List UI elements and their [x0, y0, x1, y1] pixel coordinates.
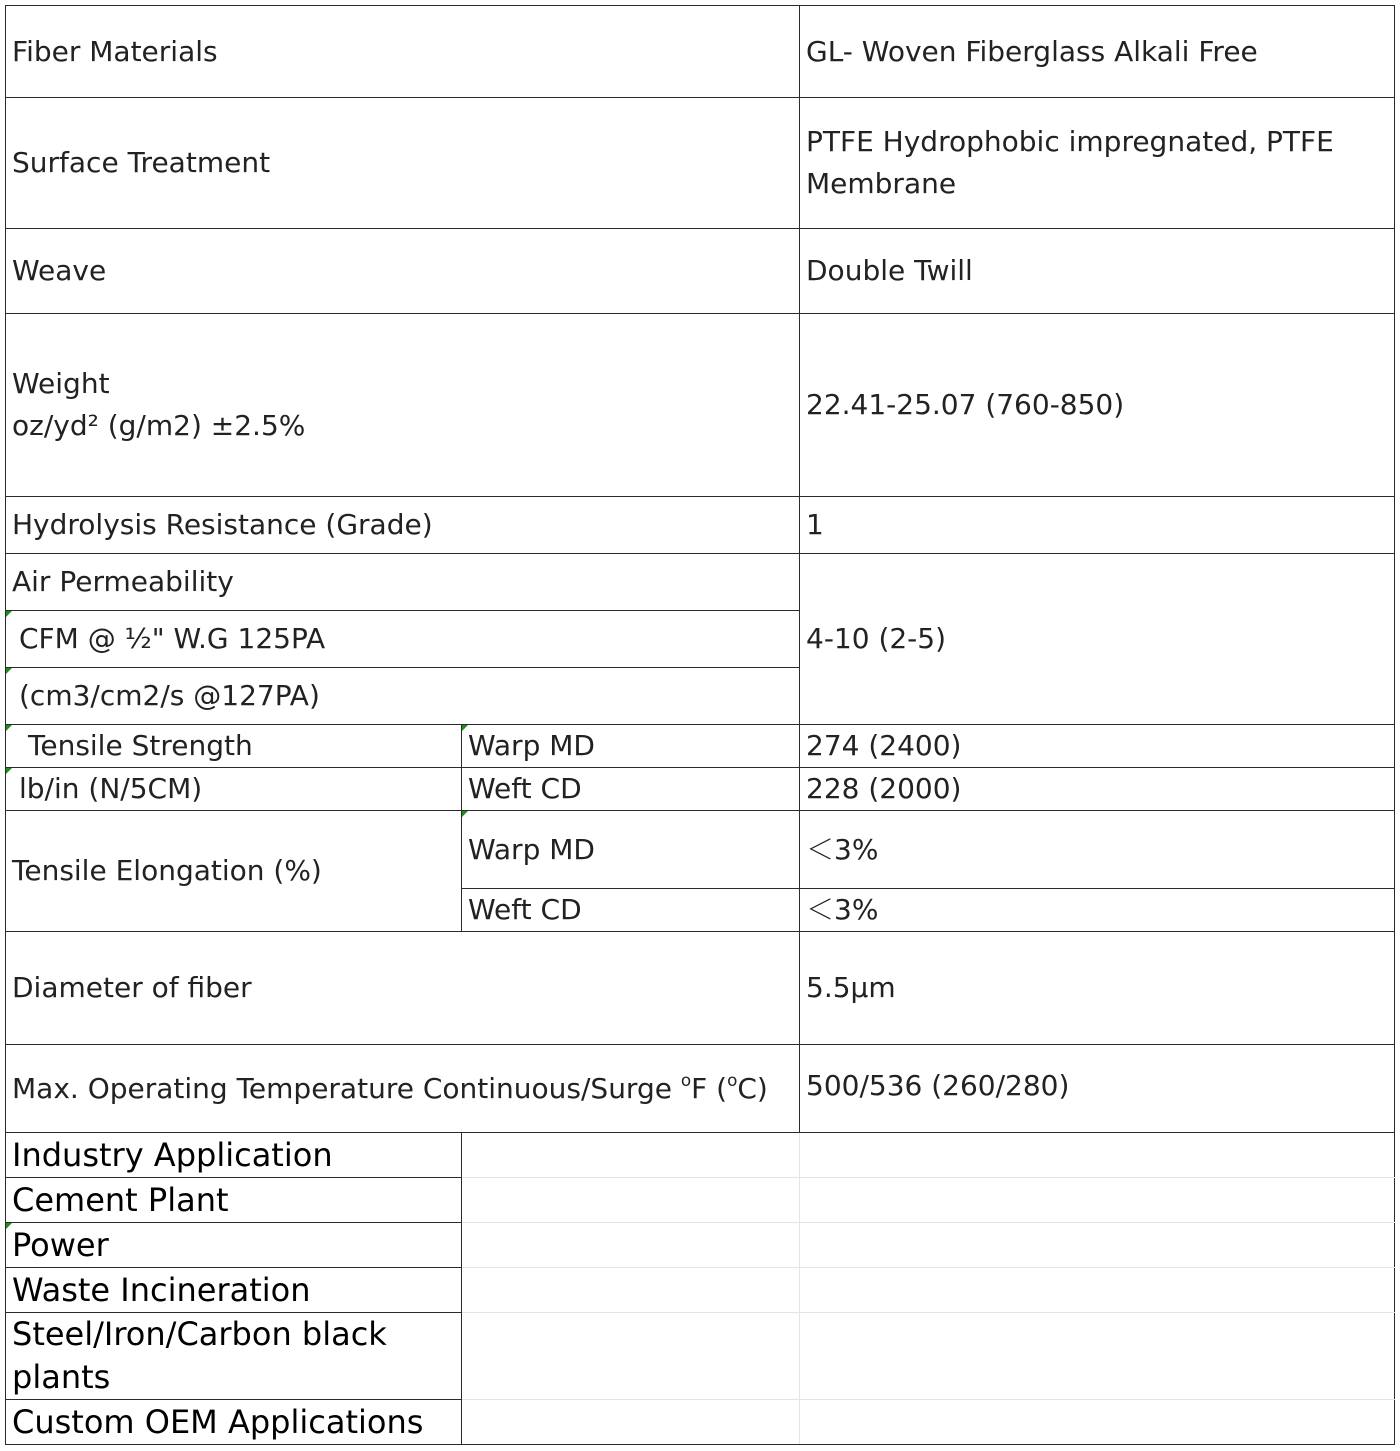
label-air-permeability[interactable]: Air Permeability [6, 554, 800, 611]
empty-cell[interactable] [800, 1223, 1395, 1268]
row-elongation-warp [6, 811, 1395, 889]
row-tensile-strength-weft [6, 768, 1395, 811]
industry-item[interactable]: Cement Plant [6, 1178, 462, 1223]
empty-cell[interactable] [462, 1178, 800, 1223]
value-line: PTFE Hydrophobic impregnated, PTFE [806, 125, 1334, 158]
empty-cell[interactable] [800, 1178, 1395, 1223]
unit-f: F ( [691, 1071, 728, 1105]
value-hydrolysis[interactable]: 1 [800, 497, 1395, 554]
unit-c: C) [737, 1071, 768, 1105]
label-elongation-weft[interactable]: Weft CD [462, 889, 800, 932]
degree-mark: o [680, 1069, 692, 1090]
value-tensile-warp[interactable]: 274 (2400) [800, 725, 1395, 768]
label-weight[interactable] [6, 314, 800, 497]
label-tensile-strength[interactable]: Tensile Strength [6, 725, 462, 768]
value-tensile-weft[interactable]: 228 (2000) [800, 768, 1395, 811]
row-industry-item [6, 1400, 1395, 1445]
label-surface-treatment[interactable]: Surface Treatment [6, 98, 800, 229]
label-air-unit-cfm[interactable]: CFM @ ½" W.G 125PA [6, 611, 800, 668]
label-line: oz/yd² (g/m2) ±2.5% [12, 409, 306, 442]
value-elongation-warp[interactable]: ＜3% [800, 811, 1395, 889]
empty-cell[interactable] [800, 1133, 1395, 1178]
value-max-temp[interactable]: 500/536 (260/280) [800, 1045, 1395, 1133]
value-fiber-materials[interactable]: GL- Woven Fiberglass Alkali Free [800, 6, 1395, 98]
industry-item[interactable]: Power [6, 1223, 462, 1268]
row-surface-treatment [6, 98, 1395, 229]
row-industry-item [6, 1313, 1395, 1400]
industry-item-steel[interactable] [6, 1313, 462, 1400]
empty-cell[interactable] [800, 1313, 1395, 1400]
label-fiber-diameter[interactable]: Diameter of fiber [6, 932, 800, 1045]
industry-item-custom[interactable]: Custom OEM Applications [6, 1400, 462, 1445]
spec-table [5, 5, 1395, 1445]
degree-mark: o [727, 1069, 738, 1090]
label-tensile-unit[interactable]: lb/in (N/5CM) [6, 768, 462, 811]
value-surface-treatment[interactable] [800, 98, 1395, 229]
steel-line: Steel/Iron/Carbon black [12, 1315, 387, 1353]
steel-line: plants [12, 1358, 111, 1396]
value-line: Membrane [806, 167, 957, 200]
row-industry-header [6, 1133, 1395, 1178]
value-elongation-weft[interactable]: ＜3% [800, 889, 1395, 932]
label-hydrolysis[interactable]: Hydrolysis Resistance (Grade) [6, 497, 800, 554]
max-temp-text: Max. Operating Temperature Continuous/Surge [12, 1071, 681, 1105]
industry-item[interactable]: Waste Incineration [6, 1268, 462, 1313]
label-tensile-weft[interactable]: Weft CD [462, 768, 800, 811]
row-air-permeability [6, 554, 1395, 611]
label-elongation-warp[interactable]: Warp MD [462, 811, 800, 889]
row-fiber-diameter [6, 932, 1395, 1045]
row-fiber-materials [6, 6, 1395, 98]
empty-cell[interactable] [462, 1313, 800, 1400]
row-industry-item [6, 1268, 1395, 1313]
row-weight [6, 314, 1395, 497]
row-max-temp [6, 1045, 1395, 1133]
empty-cell[interactable] [800, 1268, 1395, 1313]
row-industry-item [6, 1178, 1395, 1223]
row-hydrolysis [6, 497, 1395, 554]
value-air-permeability[interactable]: 4-10 (2-5) [800, 554, 1395, 725]
row-weave [6, 229, 1395, 314]
label-line: Weight [12, 367, 110, 400]
value-fiber-diameter[interactable]: 5.5μm [800, 932, 1395, 1045]
empty-cell[interactable] [462, 1400, 800, 1445]
label-air-unit-cm3[interactable]: (cm3/cm2/s @127PA) [6, 668, 800, 725]
row-industry-item [6, 1223, 1395, 1268]
label-weave[interactable]: Weave [6, 229, 800, 314]
value-weight[interactable]: 22.41-25.07 (760-850) [800, 314, 1395, 497]
label-tensile-warp[interactable]: Warp MD [462, 725, 800, 768]
row-tensile-strength-warp [6, 725, 1395, 768]
label-max-temp[interactable] [6, 1045, 800, 1133]
label-fiber-materials[interactable]: Fiber Materials [6, 6, 800, 98]
empty-cell[interactable] [462, 1268, 800, 1313]
value-weave[interactable]: Double Twill [800, 229, 1395, 314]
industry-title[interactable]: Industry Application [6, 1133, 462, 1178]
empty-cell[interactable] [800, 1400, 1395, 1445]
label-elongation[interactable]: Tensile Elongation (%) [6, 811, 462, 932]
empty-cell[interactable] [462, 1133, 800, 1178]
empty-cell[interactable] [462, 1223, 800, 1268]
